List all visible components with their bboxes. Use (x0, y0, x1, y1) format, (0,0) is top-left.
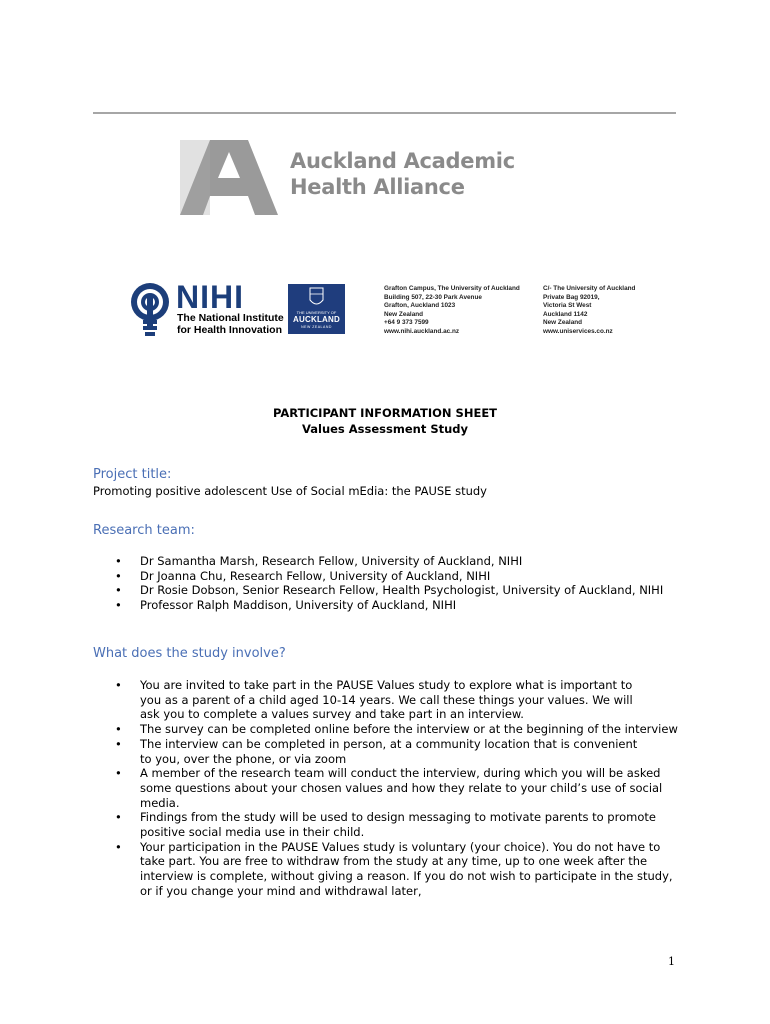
nihi-tagline (177, 312, 284, 336)
address-line: New Zealand (543, 319, 583, 327)
list-item: • A member of the research team will conduct the interview, during which you will be asked some questions about your chosen values and how they relate to your child’s use of social media. (93, 766, 679, 810)
aaha-a-icon (180, 140, 280, 215)
research-team-heading: Research team: (93, 523, 195, 538)
study-involve-list (93, 678, 679, 899)
list-item: • You are invited to take part in the PAUSE Values study to explore what is important to you as a parent of a child aged 10-14 years. We call these things your values. We will ask you to complete a values survey and take part in an interview. (93, 678, 679, 722)
nihi-tagline-line2: for Health Innovation (177, 324, 282, 336)
header-rule (93, 112, 676, 114)
address-line: www.nihi.auckland.ac.nz (384, 327, 460, 335)
aaha-line1: Auckland Academic (290, 149, 515, 173)
address-line: Grafton, Auckland 1023 (384, 302, 456, 310)
address-line: Building 507, 22-30 Park Avenue (384, 293, 482, 301)
uoa-line1: THE UNIVERSITY OF (296, 310, 337, 315)
document-title: PARTICIPANT INFORMATION SHEET (272, 406, 498, 420)
address-uniservices (543, 285, 635, 337)
study-involve-heading: What does the study involve? (93, 646, 286, 661)
uoa-line3: NEW ZEALAND (301, 325, 332, 329)
address-line: Grafton Campus, The University of Auckland (384, 285, 520, 292)
address-line: Auckland 1142 (543, 310, 588, 318)
list-item: • Dr Joanna Chu, Research Fellow, University of Auckland, NIHI (93, 569, 677, 584)
list-item: • Dr Rosie Dobson, Senior Research Fellow, Health Psychologist, University of Auckland, NIHI (93, 583, 677, 598)
list-item: • Dr Samantha Marsh, Research Fellow, University of Auckland, NIHI (93, 554, 677, 569)
list-item: • Your participation in the PAUSE Values study is voluntary (your choice). You do not have to take part. You are free to withdraw from the study at any time, up to one week after the interview is complete, without giving a reason. If you do not wish to participate in the study, or if you change your mind and withdrawal later, (93, 840, 679, 899)
address-line: Victoria St West (543, 302, 592, 310)
list-item: • The interview can be completed in person, at a community location that is convenient to you, over the phone, or via zoom (93, 737, 679, 766)
uoa-logo (288, 284, 345, 334)
aaha-logo (180, 140, 525, 215)
project-title-heading: Project title: (93, 467, 172, 482)
page-number: 1 (668, 955, 675, 968)
nihi-logo (128, 279, 288, 342)
uoa-crest-icon (288, 284, 345, 310)
address-line: C/- The University of Auckland (543, 285, 636, 292)
document-subtitle: Values Assessment Study (301, 422, 469, 436)
address-line: +64 9 373 7599 (384, 319, 429, 327)
aaha-line2: Health Alliance (290, 175, 465, 199)
list-item: • Professor Ralph Maddison, University of Auckland, NIHI (93, 598, 677, 613)
research-team-list (93, 554, 677, 613)
lightbulb-icon (128, 282, 174, 337)
list-item: • The survey can be completed online before the interview or at the beginning of the interview (93, 722, 679, 737)
address-grafton (384, 285, 520, 337)
nihi-wordmark: NIHI (176, 279, 244, 315)
list-item: • Findings from the study will be used to design messaging to motivate parents to promote positive social media use in their child. (93, 810, 679, 839)
nihi-tagline-line1: The National Institute (177, 312, 284, 324)
project-title-text: Promoting positive adolescent Use of Social mEdia: the PAUSE study (93, 484, 487, 498)
uoa-line2: AUCKLAND (293, 315, 340, 324)
address-line: www.uniservices.co.nz (543, 327, 613, 335)
address-line: Private Bag 92019, (543, 293, 600, 301)
address-line: New Zealand (384, 310, 424, 318)
